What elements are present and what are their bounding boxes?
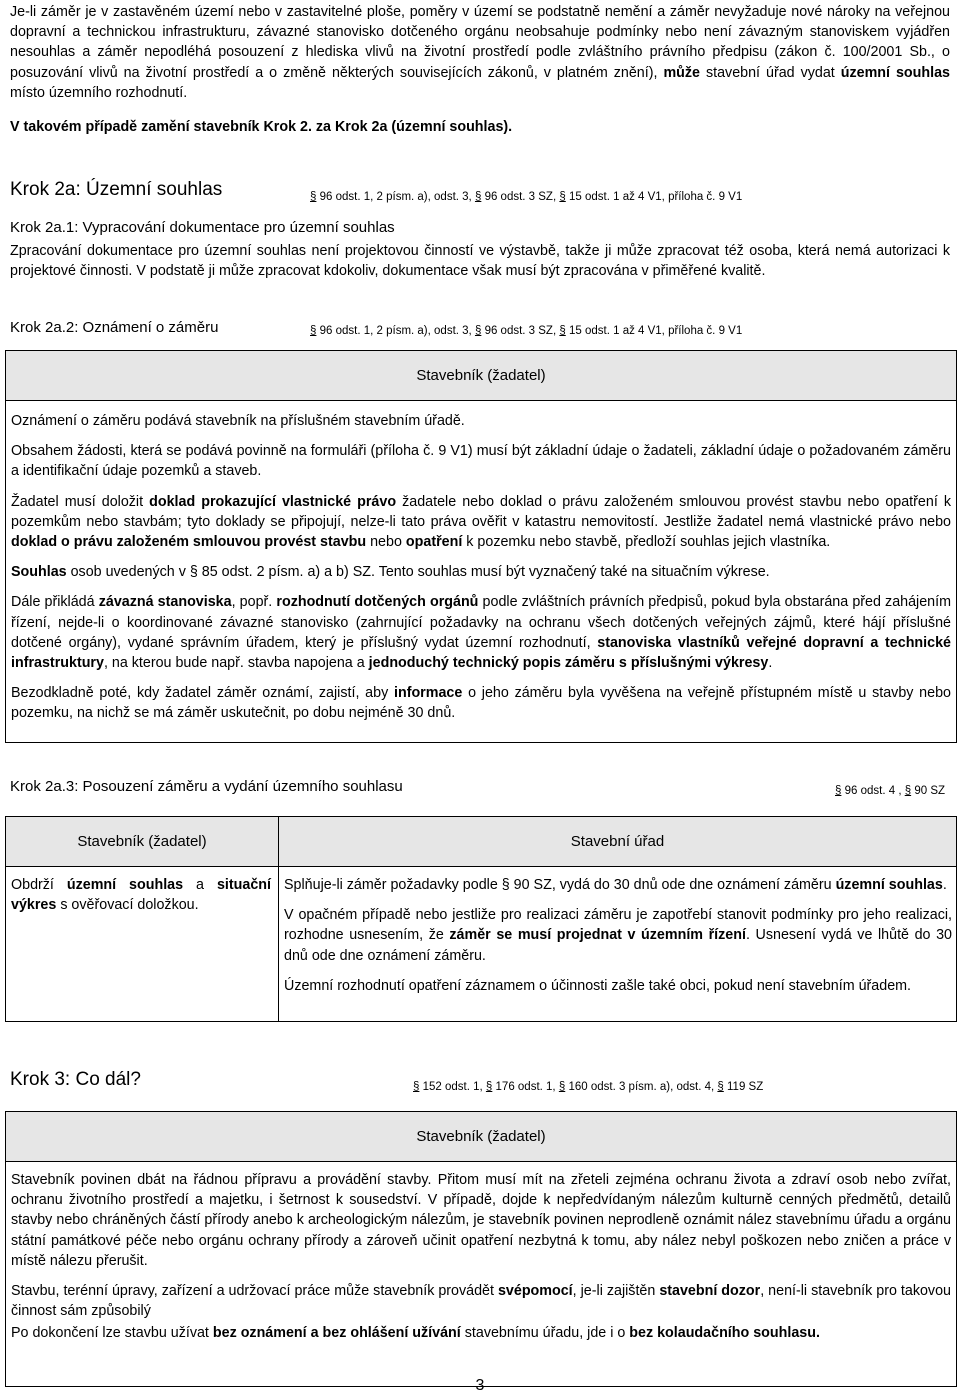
krok-2a2-box	[5, 350, 957, 743]
intro-note: V takovém případě zamění stavebník Krok 2. za Krok 2a (územní souhlas).	[10, 119, 513, 135]
krok-3-p1: Stavebník povinen dbát na řádnou přípravu a provádění stavby. Přitom musí mít na zřeteli zejména ochranu života a zdraví osob nebo zvířat, ochranu životního prostředí a majetku, i šetrnost k sousedství. V případě, dojde k nepředvídaným nálezům kulturně cenných předmětů, detailů stavby nebo chráněných částí přírody anebo k archeologickým nálezům, je stavebník povinen neprodleně oznámit nález stavebnímu úřadu a orgánu státní památkové péče nebo orgánu ochrany přírody a zároveň učinit opatření nezbytná k tomu, aby nález nebyl poškozen nebo zničen a práce v místě nálezu přerušit.	[11, 1172, 951, 1269]
krok-2a2-p5: Dále přikládá závazná stanoviska, popř. rozhodnutí dotčených orgánů podle zvláštních právních předpisů, pokud byla obstarána před zahájením řízení, nejde-li o koordinované závazné stanovisko (zahrnující požadavky na ochranu všech dotčených veřejných zájmů, které hájí příslušné dotčené orgány), vydané správním úřadem, který je příslušný vydat územní rozhodnutí, stanoviska vlastníků veřejné dopravní a technické infrastruktury, na kterou bude např. stavba napojena a jednoduchý technický popis záměru s příslušnými výkresy.	[11, 594, 952, 672]
krok-3-heading: Krok 3: Co dál?	[10, 1069, 141, 1090]
krok-2a3-legal-ref: § 96 odst. 4 , § 90 SZ	[835, 785, 946, 797]
krok-3-box	[5, 1111, 957, 1387]
intro-paragraph: Je-li záměr je v zastavěném území nebo v zastavitelné ploše, poměry v území se podstatně nemění a záměr nevyžaduje nové nároky na veřejnou dopravní a technickou infrastrukturu, závazné stanovisko dotčeného orgánu neobsahuje podmínky nebo není závazným stanoviskem vyjádřen nesouhlas a záměr nepodléhá posouzení z hlediska vlivů na životní prostředí podle zvláštního právního předpisu (zákon č. 100/2001 Sb., o posuzování vlivů na životní prostředí a o změně některých souvisejících zákonů, v platném znění), může stavební úřad vydat územní souhlas místo územního rozhodnutí.	[10, 4, 950, 101]
krok-3-p3: Po dokončení lze stavbu užívat bez oznámení a bez ohlášení užívání stavebnímu úřadu, jde i o bez kolaudačního souhlasu.	[11, 1325, 820, 1342]
krok-2a1-heading: Krok 2a.1: Vypracování dokumentace pro územní souhlas	[10, 219, 395, 236]
krok-3-box-header: Stavebník (žadatel)	[6, 1112, 956, 1162]
krok-2a3-heading: Krok 2a.3: Posouzení záměru a vydání územního souhlasu	[10, 778, 403, 795]
krok-2a3-col2-p1: Splňuje-li záměr požadavky podle § 90 SZ, vydá do 30 dnů ode dne oznámení záměru územní souhlas.	[284, 877, 947, 893]
krok-2a3-col2-p3: Územní rozhodnutí opatření záznamem o účinnosti zašle také obci, pokud není stavebním úřadem.	[284, 977, 912, 994]
krok-2a2-p2: Obsahem žádosti, která se podává povinně na formuláři (příloha č. 9 V1) musí být základní údaje o žadateli, základní údaje o požadovaném záměru a identifikační údaje pozemků a staveb.	[11, 443, 951, 480]
krok-2a2-box-body	[11, 411, 951, 724]
krok-2a2-legal-ref: § 96 odst. 1, 2 písm. a), odst. 3, § 96 odst. 3 SZ, § 15 odst. 1 až 4 V1, příloha č. 9 V1	[310, 325, 743, 337]
krok-3-box-body	[11, 1170, 951, 1344]
krok-2a3-col1-header: Stavebník (žadatel)	[6, 817, 278, 867]
krok-2a2-p3: Žadatel musí doložit doklad prokazující vlastnické právo žadatele nebo doklad o právu založeném smlouvou provést stavbu nebo opatření k pozemkům nebo stavbám; tyto doklady se připojují, nelze-li tato práva ověřit v katastru nemovitostí. Jestliže žadatel nemá vlastnické právo nebo doklad o právu založeném smlouvou provést stavbu nebo opatření k pozemku nebo stavbě, předloží souhlas jejich vlastníka.	[11, 493, 951, 551]
krok-2a3-col2-text	[284, 875, 952, 996]
krok-2a1-text: Zpracování dokumentace pro územní souhlas není projektovou činností ve výstavbě, takže ji může zpracovat též osoba, která nemá autorizaci k projektové činnosti. V podstatě ji může zpracovat kdokoliv, dokumentace však musí být zpracována v přiměřené kvalitě.	[10, 243, 950, 280]
krok-2a-legal-ref: § 96 odst. 1, 2 písm. a), odst. 3, § 96 odst. 3 SZ, § 15 odst. 1 až 4 V1, příloha č. 9 V1	[310, 191, 743, 203]
krok-2a3-col1-text: Obdrží územní souhlas a situační výkres s ověřovací doložkou.	[11, 877, 271, 914]
krok-2a2-p4: Souhlas osob uvedených v § 85 odst. 2 písm. a) a b) SZ. Tento souhlas musí být vyznačený také na situačním výkrese.	[11, 564, 770, 581]
krok-2a-heading: Krok 2a: Územní souhlas	[10, 179, 223, 200]
krok-2a3-table	[5, 816, 957, 1022]
page-number: 3	[475, 1377, 485, 1394]
krok-3-legal-ref: § 152 odst. 1, § 176 odst. 1, § 160 odst. 3 písm. a), odst. 4, § 119 SZ	[413, 1081, 764, 1093]
krok-3-p2: Stavbu, terénní úpravy, zařízení a udržovací práce může stavebník provádět svépomocí, je-li zajištěn stavební dozor, není-li stavebník pro takovou činnost sám způsobilý	[11, 1283, 951, 1320]
krok-2a2-p6: Bezodkladně poté, kdy žadatel záměr oznámí, zajistí, aby informace o jeho záměru byla vyvěšena na veřejně přístupném místě u stavby nebo pozemku, na nichž se má záměr uskutečnit, po dobu nejméně 30 dnů.	[11, 685, 951, 722]
krok-2a2-box-header: Stavebník (žadatel)	[6, 351, 956, 401]
krok-2a2-heading: Krok 2a.2: Oznámení o záměru	[10, 319, 219, 336]
krok-2a3-col2-header: Stavební úřad	[279, 817, 956, 867]
krok-2a3-col2-p2: V opačném případě nebo jestliže pro realizaci záměru je zapotřebí stanovit podmínky pro jeho realizaci, rozhodne usnesením, že záměr se musí projednat v územním řízení. Usnesení vydá ve lhůtě do 30 dnů ode dne oznámení záměru.	[284, 907, 952, 964]
krok-2a2-p1: Oznámení o záměru podává stavebník na příslušném stavebním úřadě.	[11, 413, 465, 429]
